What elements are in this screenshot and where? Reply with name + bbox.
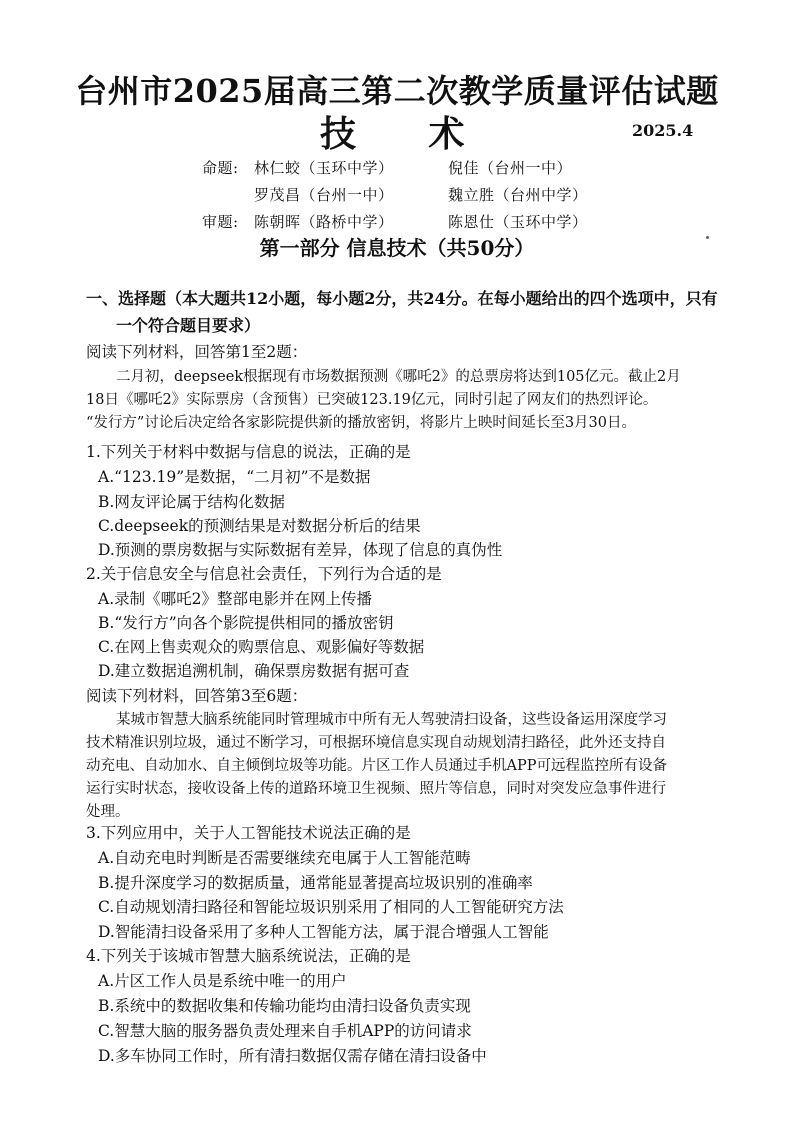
option-d: D.建立数据追溯机制，确保票房数据有据可查 bbox=[98, 662, 410, 680]
option-c: C.智慧大脑的服务器负责处理来自手机APP的访问请求 bbox=[98, 1022, 472, 1040]
option-d: D.智能清扫设备采用了多种人工智能方法，属于混合增强人工智能 bbox=[98, 923, 549, 941]
option-c: C.在网上售卖观众的购票信息、观影偏好等数据 bbox=[98, 638, 425, 656]
passage-line: 二月初，deepseek根据现有市场数据预测《哪吒2》的总票房将达到105亿元。截止2月 bbox=[116, 369, 681, 385]
scan-speck bbox=[706, 236, 709, 239]
part-title: 第一部分 信息技术（共50分） bbox=[259, 236, 535, 260]
passage-line: 某城市智慧大脑系统能同时管理城市中所有无人驾驶清扫设备，这些设备运用深度学习 bbox=[116, 712, 667, 728]
option-b: B.系统中的数据收集和传输功能均由清扫设备负责实现 bbox=[98, 997, 471, 1015]
option-b: B.提升深度学习的数据质量，通常能显著提高垃圾识别的准确率 bbox=[98, 874, 533, 892]
credit-role-setter: 命题: bbox=[202, 159, 239, 177]
reading-passage-1 bbox=[86, 366, 746, 435]
reading-passage-2 bbox=[86, 709, 746, 824]
question-stem: 4.下列关于该城市智慧大脑系统说法，正确的是 bbox=[86, 947, 411, 965]
credit-setter-3: 罗茂昌（台州一中） bbox=[254, 186, 394, 204]
passage-line: 运行实时状态，接收设备上传的道路环境卫生视频、照片等信息，同时对突发应急事件进行 bbox=[86, 781, 666, 797]
credit-role-reviewer: 审题: bbox=[202, 213, 239, 231]
passage-line: 18日《哪吒2》实际票房（含预售）已突破123.19亿元，同时引起了网友们的热烈评论。 bbox=[86, 392, 658, 408]
exam-title: 台州市2025届高三第二次教学质量评估试题 bbox=[75, 72, 719, 110]
credit-setter-1: 林仁蛟（玉环中学） bbox=[254, 159, 394, 177]
passage-line: “发行方”讨论后决定给各家影院提供新的播放密钥，将影片上映时间延长至3月30日。 bbox=[86, 415, 636, 431]
option-a: A.自动充电时判断是否需要继续充电属于人工智能范畴 bbox=[98, 849, 471, 867]
option-a: A.“123.19”是数据，“二月初”不是数据 bbox=[98, 468, 371, 486]
passage-line: 动充电、自动加水、自主倾倒垃圾等功能。片区工作人员通过手机APP可远程监控所有设备 bbox=[86, 758, 667, 774]
option-d: D.多车协同工作时，所有清扫数据仅需存储在清扫设备中 bbox=[98, 1047, 487, 1065]
option-a: A.录制《哪吒2》整部电影并在网上传播 bbox=[98, 590, 372, 608]
section-heading-line-2: 一个符合题目要求） bbox=[116, 316, 261, 335]
reading-intro-2: 阅读下列材料，回答第3至6题： bbox=[86, 687, 308, 705]
section-heading-line-1: 一、选择题（本大题共12小题，每小题2分，共24分。在每小题给出的四个选项中，只有 bbox=[86, 289, 718, 308]
option-d: D.预测的票房数据与实际数据有差异，体现了信息的真伪性 bbox=[98, 541, 503, 559]
option-b: B.“发行方”向各个影院提供相同的播放密钥 bbox=[98, 614, 394, 632]
question-stem: 2.关于信息安全与信息社会责任，下列行为合适的是 bbox=[86, 565, 442, 583]
credit-reviewer-1: 陈朝晖（路桥中学） bbox=[254, 213, 394, 231]
reading-intro-1: 阅读下列材料，回答第1至2题： bbox=[86, 343, 308, 361]
question-stem: 1.下列关于材料中数据与信息的说法，正确的是 bbox=[86, 443, 411, 461]
exam-date: 2025.4 bbox=[632, 121, 694, 140]
section-heading bbox=[86, 285, 756, 339]
credit-setter-2: 倪佳（台州一中） bbox=[448, 159, 573, 177]
credit-setter-4: 魏立胜（台州中学） bbox=[448, 186, 588, 204]
question-stem: 3.下列应用中，关于人工智能技术说法正确的是 bbox=[86, 824, 411, 842]
credit-reviewer-2: 陈恩仕（玉环中学） bbox=[448, 213, 588, 231]
passage-line: 处理。 bbox=[86, 804, 130, 820]
passage-line: 技术精准识别垃圾，通过不断学习，可根据环境信息实现自动规划清扫路径，此外还支持自 bbox=[86, 735, 666, 751]
option-c: C.自动规划清扫路径和智能垃圾识别采用了相同的人工智能研究方法 bbox=[98, 898, 564, 916]
option-b: B.网友评论属于结构化数据 bbox=[98, 493, 285, 511]
option-c: C.deepseek的预测结果是对数据分析后的结果 bbox=[98, 517, 421, 535]
option-a: A.片区工作人员是系统中唯一的用户 bbox=[98, 972, 347, 990]
subject-title: 技 术 bbox=[320, 113, 495, 155]
